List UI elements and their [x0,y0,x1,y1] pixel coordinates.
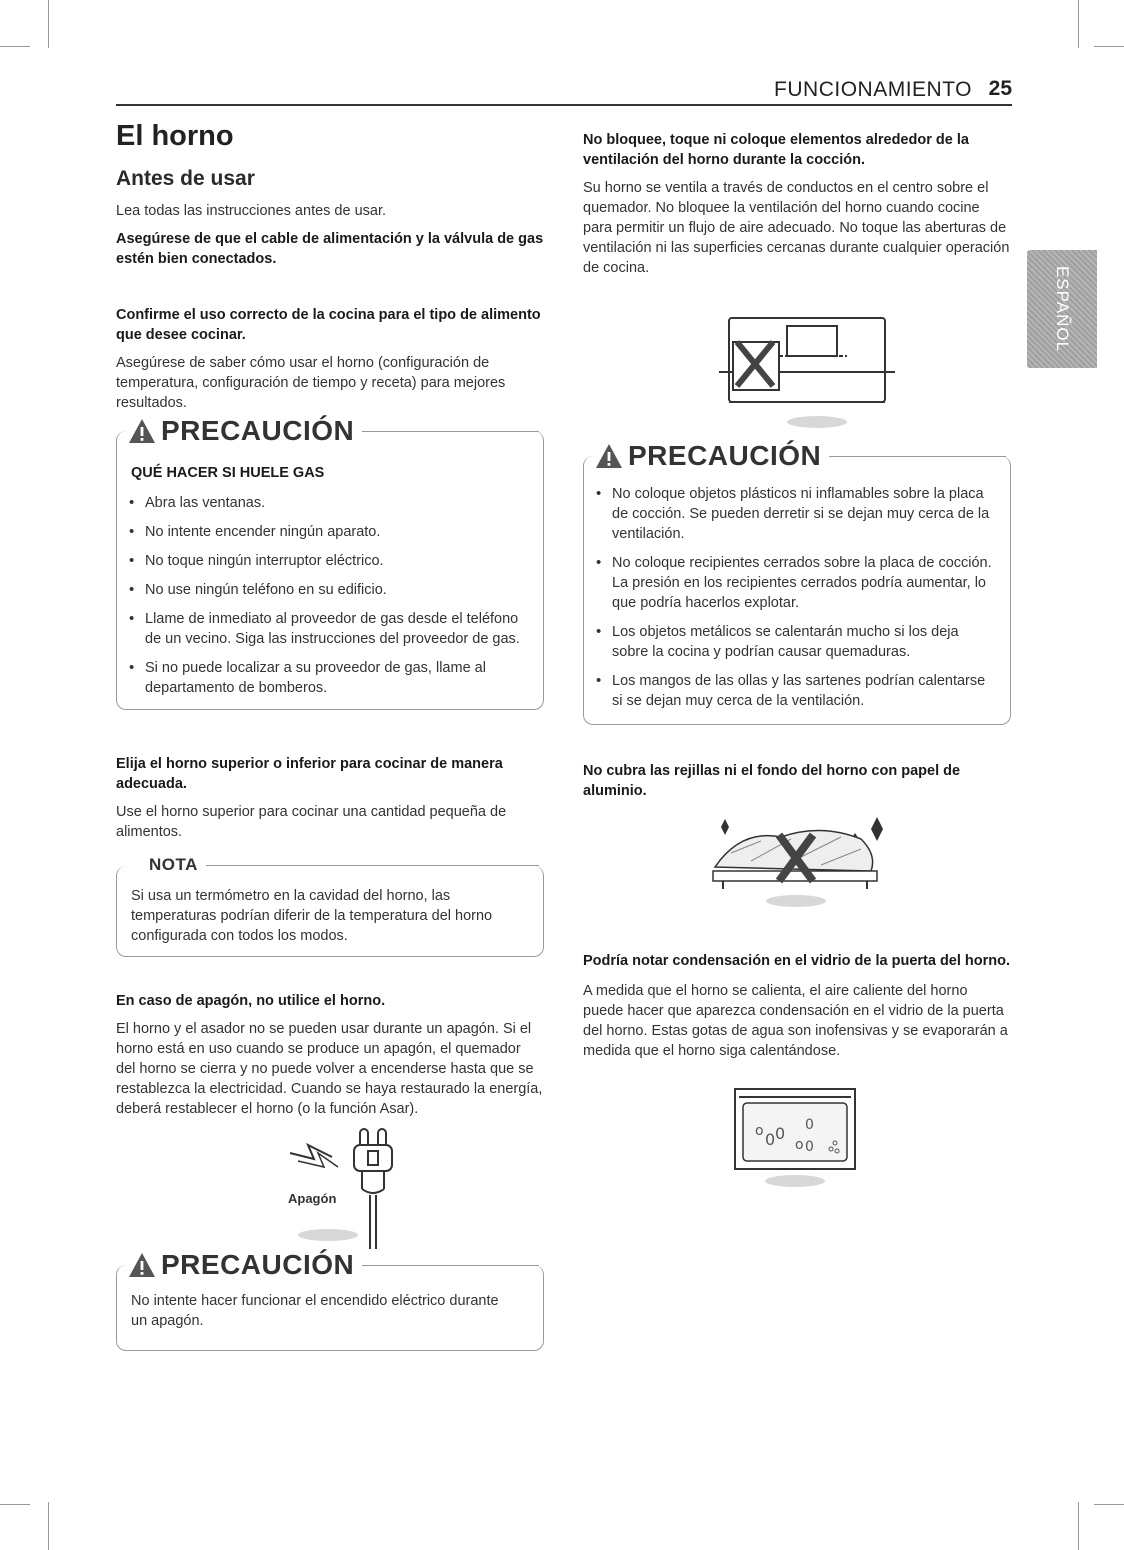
divider [206,865,539,866]
list-item: • No toque ningún interruptor eléctrico. [117,551,529,571]
caution-header [594,440,1010,472]
note-title: NOTA [149,855,198,874]
gas-list [117,493,529,698]
language-tab-label: ESPAÑOL [1053,265,1072,353]
caution-outage-text: No intente hacer funcionar el encendido eléctrico durante un apagón. [131,1293,499,1329]
warning-triangle-icon [127,417,157,445]
list-item: • Los objetos metálicos se calentarán mucho si los deja sobre la cocina y podrían causar quemaduras. [584,622,996,662]
crop-mark [48,0,49,48]
svg-text:0: 0 [775,1124,786,1143]
warning-triangle-icon [127,1251,157,1279]
foil-heading: No cubra las rejillas ni el fondo del horno con papel de aluminio. [583,763,961,799]
section-subtitle: Antes de usar [116,167,255,190]
usage-text: Asegúrese de saber cómo usar el horno (configuración de temperatura, configuración de tiempo y receta) para mejores resultados. [116,355,506,411]
crop-mark [48,1502,49,1550]
svg-text:o: o [755,1123,764,1139]
cooktop-vent-icon [717,310,897,438]
note-header [125,855,543,875]
condensation-text: A medida que el horno se calienta, el aire caliente del horno puede hacer que aparezca condensación en el vidrio de la puerta del horno. Estas gotas de agua son inofensivas y se evaporarán a medida que el horno siga calentándose. [583,983,1008,1059]
page-title: El horno [116,120,234,152]
list-item: • No use ningún teléfono en su edificio. [117,580,529,600]
caution-cooktop-box [583,440,1011,725]
warning-triangle-icon [594,442,624,470]
outage-label: Apagón [288,1191,337,1206]
caution-header [127,415,543,447]
crop-mark [0,1504,30,1505]
svg-text:o: o [795,1137,804,1153]
condensation-heading: Podría notar condensación en el vidrio de la puerta del horno. [583,953,1011,969]
language-tab [1027,250,1097,368]
connection-heading: Asegúrese de que el cable de alimentación y la válvula de gas estén bien conectados. [116,231,544,267]
list-item: • No coloque recipientes cerrados sobre la placa de cocción. La presión en los recipientes cerrados podría aumentar, lo que podría hacerlos explotar. [584,553,996,613]
left-column [116,120,544,1351]
caution-header [127,1249,543,1281]
foil-illustration [583,801,1011,951]
svg-text:0: 0 [805,1117,814,1133]
caution-title: PRECAUCIÓN [161,415,355,446]
crop-mark [1078,1502,1079,1550]
list-item: • Llame de inmediato al proveedor de gas desde el teléfono de un vecino. Siga las instrucciones del proveedor de gas. [117,609,529,649]
outage-heading: En caso de apagón, no utilice el horno. [116,993,386,1009]
caution-title: PRECAUCIÓN [161,1249,355,1280]
caution-title: PRECAUCIÓN [628,440,822,471]
right-column [583,130,1011,1231]
crop-mark [1094,1504,1124,1505]
vent-text: Su horno se ventila a través de conductos en el centro sobre el quemador. No bloquee la ventilación del horno cuando cocine para permitir un flujo de aire adecuado. No toque las aberturas de ventilación ni las superficies cercanas durante cualquier operación de cocina. [583,180,1010,276]
gas-subhead: QUÉ HACER SI HUELE GAS [131,465,325,481]
page-header [116,78,1012,106]
condensation-illustration [583,1061,1011,1231]
note-text: Si usa un termómetro en la cavidad del horno, las temperaturas podrían diferir de la temperatura del horno configurada con todos los modos. [131,888,493,944]
cooktop-caution-list [584,484,996,711]
unplugged-icon [278,1127,408,1253]
outage-text: El horno y el asador no se pueden usar durante un apagón. Si el horno está en uso cuando se produce un apagón, el quemador del horno se cierra y no puede volver a encenderse hasta que se restablezca la electricidad. Cuando se haya restaurado la energía, deberá restablecer el horno (o la función Asar). [116,1021,543,1117]
foil-rack-icon [701,809,891,909]
divider [362,431,539,432]
page-number: 25 [988,77,1012,100]
svg-text:0: 0 [765,1130,776,1149]
list-item: • No intente encender ningún aparato. [117,522,529,542]
list-item: • No coloque objetos plásticos ni inflamables sobre la placa de cocción. Se pueden derretir si se dejan muy cerca de la ventilación. [584,484,996,544]
caution-gas-box [116,415,544,710]
crop-mark [0,46,30,47]
intro-text: Lea todas las instrucciones antes de usar. [116,203,387,219]
crop-mark [1078,0,1079,48]
oven-choice-heading: Elija el horno superior o inferior para cocinar de manera adecuada. [116,756,503,792]
list-item: • Abra las ventanas. [117,493,529,513]
oven-door-icon [733,1085,859,1231]
svg-text:0: 0 [805,1139,814,1155]
vent-heading: No bloquee, toque ni coloque elementos alrededor de la ventilación del horno durante la cocción. [583,132,969,168]
crop-mark [1094,46,1124,47]
usage-heading: Confirme el uso correcto de la cocina para el tipo de alimento que desee cocinar. [116,307,541,343]
list-item: • Los mangos de las ollas y las sartenes podrían calentarse si se dejan muy cerca de la ventilación. [584,671,996,711]
outage-illustration [116,1119,544,1255]
divider [829,456,1006,457]
note-box [116,855,544,957]
section-title: FUNCIONAMIENTO [774,78,972,101]
list-item: • Si no puede localizar a su proveedor de gas, llame al departamento de bomberos. [117,658,529,698]
divider [362,1265,539,1266]
caution-outage-box [116,1249,544,1351]
oven-choice-text: Use el horno superior para cocinar una cantidad pequeña de alimentos. [116,804,507,840]
vent-illustration [583,278,1011,438]
